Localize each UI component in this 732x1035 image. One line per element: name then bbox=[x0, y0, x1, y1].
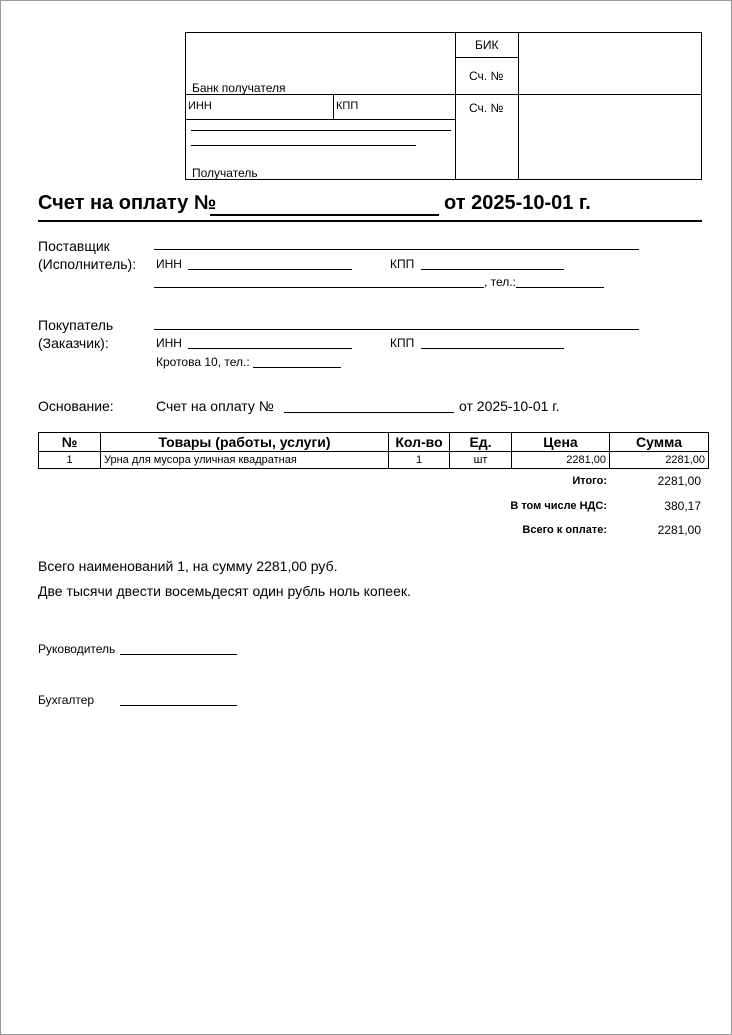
buyer-label-1: Покупатель bbox=[38, 317, 114, 333]
buyer-kpp-line bbox=[421, 348, 564, 349]
accountant-label: Бухгалтер bbox=[38, 693, 95, 707]
amount-due-value: 2281,00 bbox=[657, 523, 701, 537]
invoice-title-date: от 2025-10-01 г. bbox=[444, 192, 591, 214]
supplier-kpp-line bbox=[421, 269, 564, 270]
buyer-label-2: (Заказчик): bbox=[38, 335, 109, 351]
director-signature-line bbox=[120, 654, 237, 655]
buyer-name-line bbox=[154, 329, 639, 330]
total-label: Итого: bbox=[572, 475, 607, 487]
row-number: 1 bbox=[39, 452, 101, 469]
col-header-quantity: Кол-во bbox=[389, 433, 450, 452]
items-table-header bbox=[39, 433, 709, 452]
items-table bbox=[38, 432, 709, 469]
bank-details-box bbox=[185, 32, 702, 180]
basis-text-date: от 2025-10-01 г. bbox=[459, 398, 560, 414]
title-underline bbox=[38, 220, 702, 222]
bank-box-divider-2 bbox=[518, 32, 519, 180]
supplier-phone-label: , тел.: bbox=[484, 275, 516, 289]
supplier-name-line bbox=[154, 249, 639, 250]
supplier-phone-line bbox=[516, 287, 604, 288]
supplier-kpp-label: КПП bbox=[390, 257, 415, 271]
amount-in-words: Две тысячи двести восемьдесят один рубль ноль копеек. bbox=[38, 583, 411, 599]
buyer-kpp-label: КПП bbox=[390, 336, 415, 350]
accountant-signature-line bbox=[120, 705, 237, 706]
col-header-number: № bbox=[39, 433, 101, 452]
buyer-inn-label: ИНН bbox=[156, 336, 182, 350]
supplier-inn-line bbox=[188, 269, 352, 270]
buyer-address-phone: Кротова 10, тел.: bbox=[156, 355, 250, 369]
row-goods-name: Урна для мусора уличная квадратная bbox=[101, 452, 389, 469]
basis-label: Основание: bbox=[38, 398, 114, 414]
row-sum: 2281,00 bbox=[610, 452, 709, 469]
inn-row-line bbox=[185, 119, 455, 120]
recipient-fill-line-2 bbox=[191, 145, 416, 146]
supplier-address-line bbox=[154, 287, 484, 288]
row-price: 2281,00 bbox=[512, 452, 610, 469]
inn-kpp-divider bbox=[333, 94, 334, 119]
bik-row-line bbox=[455, 57, 518, 58]
invoice-number-blank bbox=[210, 214, 439, 216]
vat-label: В том числе НДС: bbox=[510, 500, 607, 512]
table-row bbox=[39, 452, 709, 469]
amount-due-label: Всего к оплате: bbox=[522, 524, 607, 536]
supplier-inn-label: ИНН bbox=[156, 257, 182, 271]
account-label-2: Сч. № bbox=[469, 101, 504, 115]
recipient-label: Получатель bbox=[192, 166, 258, 180]
bank-kpp-label: КПП bbox=[336, 100, 359, 112]
basis-text-prefix: Счет на оплату № bbox=[156, 398, 274, 414]
account-label-1: Сч. № bbox=[469, 69, 504, 83]
row-unit: шт bbox=[450, 452, 512, 469]
invoice-title-prefix: Счет на оплату № bbox=[38, 192, 217, 214]
total-value: 2281,00 bbox=[657, 474, 701, 488]
col-header-unit: Ед. bbox=[450, 433, 512, 452]
col-header-goods: Товары (работы, услуги) bbox=[101, 433, 389, 452]
bank-name-label: Банк получателя bbox=[192, 81, 286, 95]
bank-inn-label: ИНН bbox=[188, 100, 212, 112]
vat-value: 380,17 bbox=[664, 499, 701, 513]
row-quantity: 1 bbox=[389, 452, 450, 469]
bik-label: БИК bbox=[475, 38, 499, 52]
supplier-label-1: Поставщик bbox=[38, 238, 110, 254]
buyer-phone-line bbox=[253, 367, 341, 368]
col-header-price: Цена bbox=[512, 433, 610, 452]
supplier-label-2: (Исполнитель): bbox=[38, 256, 137, 272]
buyer-inn-line bbox=[188, 348, 352, 349]
col-header-sum: Сумма bbox=[610, 433, 709, 452]
bank-box-divider-1 bbox=[455, 32, 456, 180]
items-count-summary: Всего наименований 1, на сумму 2281,00 руб. bbox=[38, 558, 338, 574]
basis-number-line bbox=[284, 412, 454, 413]
recipient-fill-line-1 bbox=[191, 130, 451, 131]
director-label: Руководитель bbox=[38, 642, 116, 656]
